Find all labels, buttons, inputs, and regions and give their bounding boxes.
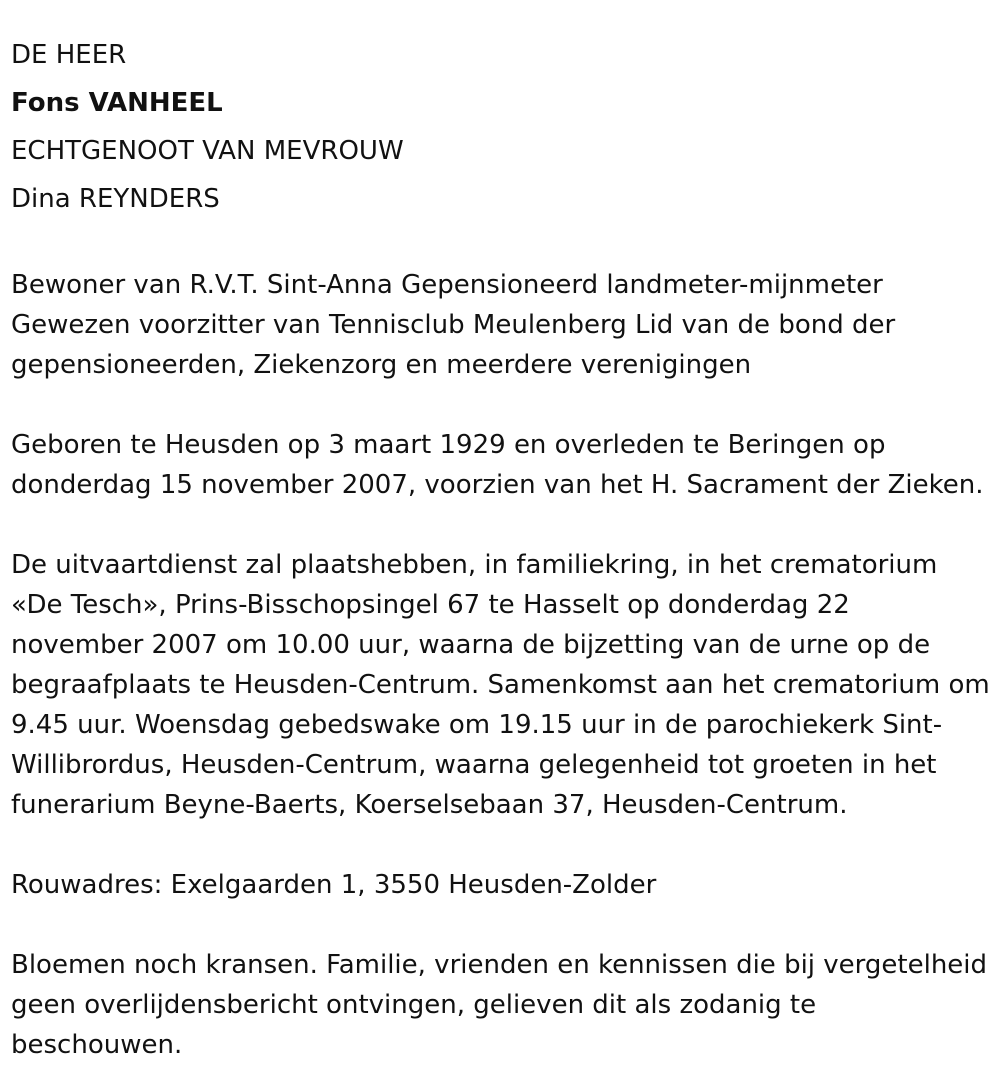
title-prefix: DE HEER <box>11 40 127 70</box>
occupation-paragraph: Bewoner van R.V.T. Sint-Anna Gepensioneerd landmeter-mijnmeter Gewezen voorzitter van Tennisclub Meulenberg Lid van de bond der gepensioneerden, Ziekenzorg en meerdere verenigingen <box>11 270 896 380</box>
obituary-header <box>11 0 990 223</box>
spouse-name: Dina REYNDERS <box>11 184 220 214</box>
funeral-paragraph: De uitvaartdienst zal plaatshebben, in familiekring, in het crematorium «De Tesch», Prins-Bisschopsingel 67 te Hasselt op donderdag 22 november 2007 om 10.00 uur, waarna de bijzetting van de urne op de begraafplaats te Heusden-Centrum. Samenkomst aan het crematorium om 9.45 uur. Woensdag gebedswake om 19.15 uur in de parochiekerk Sint-Willibrordus, Heusden-Centrum, waarna gelegenheid tot groeten in het funerarium Beyne-Baerts, Koerselsebaan 37, Heusden-Centrum. <box>11 550 990 820</box>
relation-label: ECHTGENOOT VAN MEVROUW <box>11 136 404 166</box>
mourning-address: Rouwadres: Exelgaarden 1, 3550 Heusden-Zolder <box>11 870 657 900</box>
birth-death-paragraph: Geboren te Heusden op 3 maart 1929 en overleden te Beringen op donderdag 15 november 2007, voorzien van het H. Sacrament der Zieken. <box>11 430 984 500</box>
flowers-note: Bloemen noch kransen. Familie, vrienden en kennissen die bij vergetelheid geen overlijdensbericht ontvingen, gelieven dit als zodanig te beschouwen. <box>11 950 988 1060</box>
deceased-name: Fons VANHEEL <box>11 88 223 118</box>
